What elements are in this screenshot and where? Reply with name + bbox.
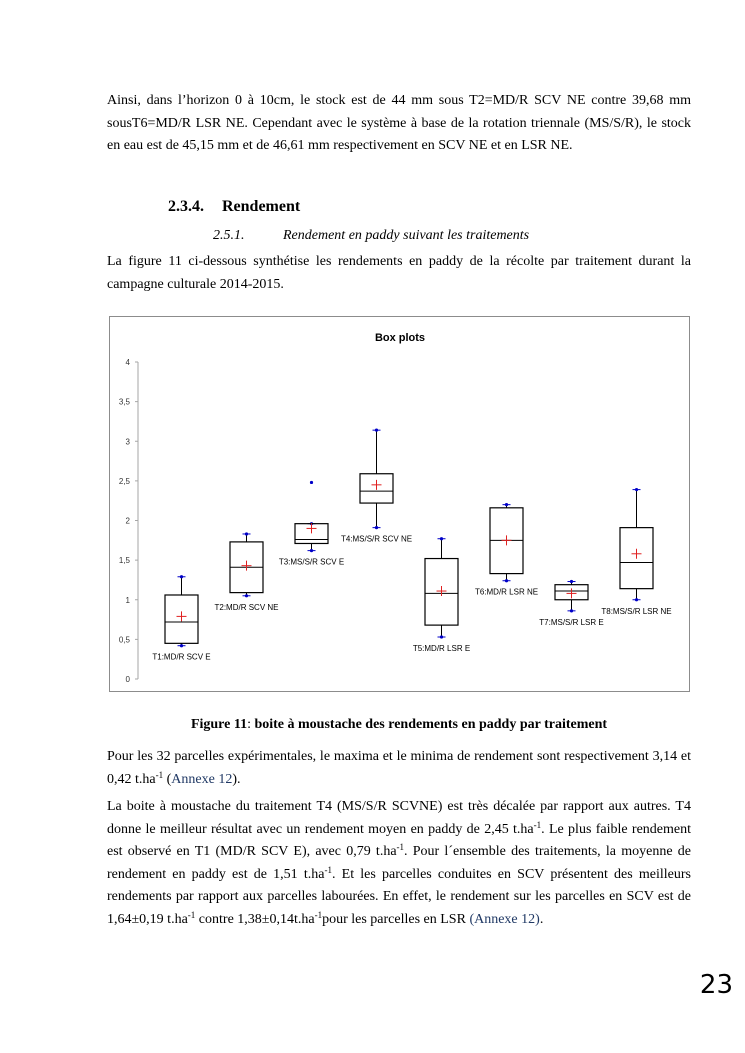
annexe-12-link[interactable]: Annexe 12 <box>171 771 233 787</box>
y-tick-label: 4 <box>125 358 130 367</box>
text-run: . <box>539 911 544 927</box>
y-tick-label: 1,5 <box>118 556 130 566</box>
superscript: -1 <box>324 864 332 875</box>
text-run: . Pour l´ensemble des traitements, la moyenne de rendement en paddy est de 1,51 t.ha <box>107 844 691 882</box>
category-label: T8:MS/S/R LSR NE <box>601 606 672 616</box>
superscript: -1 <box>533 819 542 830</box>
caption-label: Figure 11 <box>190 717 248 732</box>
superscript: -1 <box>187 909 196 920</box>
page-number: 23 <box>699 970 733 1000</box>
superscript: -1 <box>396 842 405 852</box>
subsection-title: Rendement en paddy suivant les traitements <box>283 228 530 243</box>
max-point <box>505 503 508 506</box>
text-run: contre 1,38±0,14t.ha <box>195 911 315 927</box>
subsection-number: 2.5.1. <box>213 228 245 243</box>
min-point <box>245 594 248 597</box>
y-tick-label: 3,5 <box>118 397 130 407</box>
outlier-point <box>310 481 313 484</box>
extremes-paragraph <box>107 746 691 791</box>
category-label: T7:MS/S/R LSR E <box>539 617 604 627</box>
max-point <box>180 575 183 578</box>
section-number: 2.3.4. <box>168 198 204 215</box>
text-run: Pour les 32 parcelles expérimentales, le maxima et le minima de rendement sont respectivement 3,14 et 0,42 t.ha <box>107 749 691 787</box>
box-plot-7 <box>539 580 603 627</box>
box-plot-figure <box>109 316 690 692</box>
max-point <box>375 429 378 432</box>
box-plot-3 <box>279 481 344 567</box>
category-label: T1:MD/R SCV E <box>152 652 211 662</box>
y-tick-label: 0,5 <box>118 635 130 645</box>
text-run: . Le plus faible rendement est observé en T1 (MD/R SCV E), avec 0,79 t.ha <box>107 821 691 859</box>
min-point <box>570 609 573 612</box>
chart-title: Box plots <box>374 332 426 344</box>
text-run: pour les parcelles en LSR <box>322 911 470 927</box>
text-run: . Et les parcelles conduites en SCV présentent des meilleurs rendements par rapport aux parcelles labourées. En effet, le rendement sur les parcelles en SCV est de 1,64±0,19 t.ha <box>107 866 691 927</box>
figure-caption <box>107 717 691 733</box>
min-point <box>635 598 638 601</box>
category-label: T6:MD/R LSR NE <box>474 587 539 597</box>
superscript: -1 <box>314 909 323 920</box>
caption-text: boite à moustache des rendements en paddy par traitement <box>250 717 608 732</box>
box-plot-5 <box>413 537 470 653</box>
subsection-heading <box>213 228 529 244</box>
analysis-paragraph <box>107 796 691 931</box>
box-plot-6 <box>475 503 538 597</box>
figure-intro-paragraph: La figure 11 ci-dessous synthétise les rendements en paddy de la récolte par traitement durant la campagne culturale 2014-2015. <box>107 254 691 292</box>
max-point <box>440 537 443 540</box>
section-heading <box>168 198 300 216</box>
max-point <box>570 580 573 583</box>
superscript: -1 <box>155 769 164 780</box>
max-point <box>635 488 638 491</box>
min-point <box>440 635 443 638</box>
annexe-12-link[interactable]: (Annexe 12) <box>469 911 540 927</box>
section-title: Rendement <box>222 198 301 215</box>
box-plot-4 <box>341 429 412 544</box>
min-point <box>375 526 378 529</box>
category-label: T2:MD/R SCV NE <box>214 602 279 612</box>
y-tick-label: 1 <box>125 595 130 605</box>
intro-paragraph: Ainsi, dans l’horizon 0 à 10cm, le stock est de 44 mm sous T2=MD/R SCV NE contre 39,68 mm sousT6=MD/R LSR NE. Cependant avec le système à base de la rotation triennale (MS/S/R), le stock en eau est de 45,15 mm et de 46,61 mm respectivement en SCV NE et en LSR NE. <box>107 93 691 153</box>
category-label: T4:MS/S/R SCV NE <box>340 534 413 544</box>
y-axis <box>119 358 138 684</box>
min-point <box>505 579 508 582</box>
min-point <box>310 549 313 552</box>
y-tick-label: 3 <box>125 437 130 447</box>
box-plot-chart <box>110 317 689 691</box>
y-tick-label: 2 <box>125 516 130 526</box>
text-run: ). <box>232 771 241 787</box>
category-label: T3:MS/S/R SCV E <box>278 557 345 567</box>
box-plot-8 <box>601 488 671 616</box>
box-plot-2 <box>214 532 278 611</box>
text-run: La boite à moustache du traitement T4 (MS/S/R SCVNE) est très décalée par rapport aux autres. T4 donne le meilleur résultat avec un rendement moyen en paddy de 2,45 t.ha <box>107 799 691 837</box>
text-run: ( <box>163 771 172 787</box>
caption-colon: : <box>247 717 251 732</box>
max-point <box>245 532 248 535</box>
y-tick-label: 0 <box>125 675 130 684</box>
box-plot-1 <box>152 575 210 662</box>
y-tick-label: 2,5 <box>118 476 130 486</box>
box-series-group <box>152 429 671 662</box>
min-point <box>180 644 183 647</box>
category-label: T5:MD/R LSR E <box>412 643 471 653</box>
